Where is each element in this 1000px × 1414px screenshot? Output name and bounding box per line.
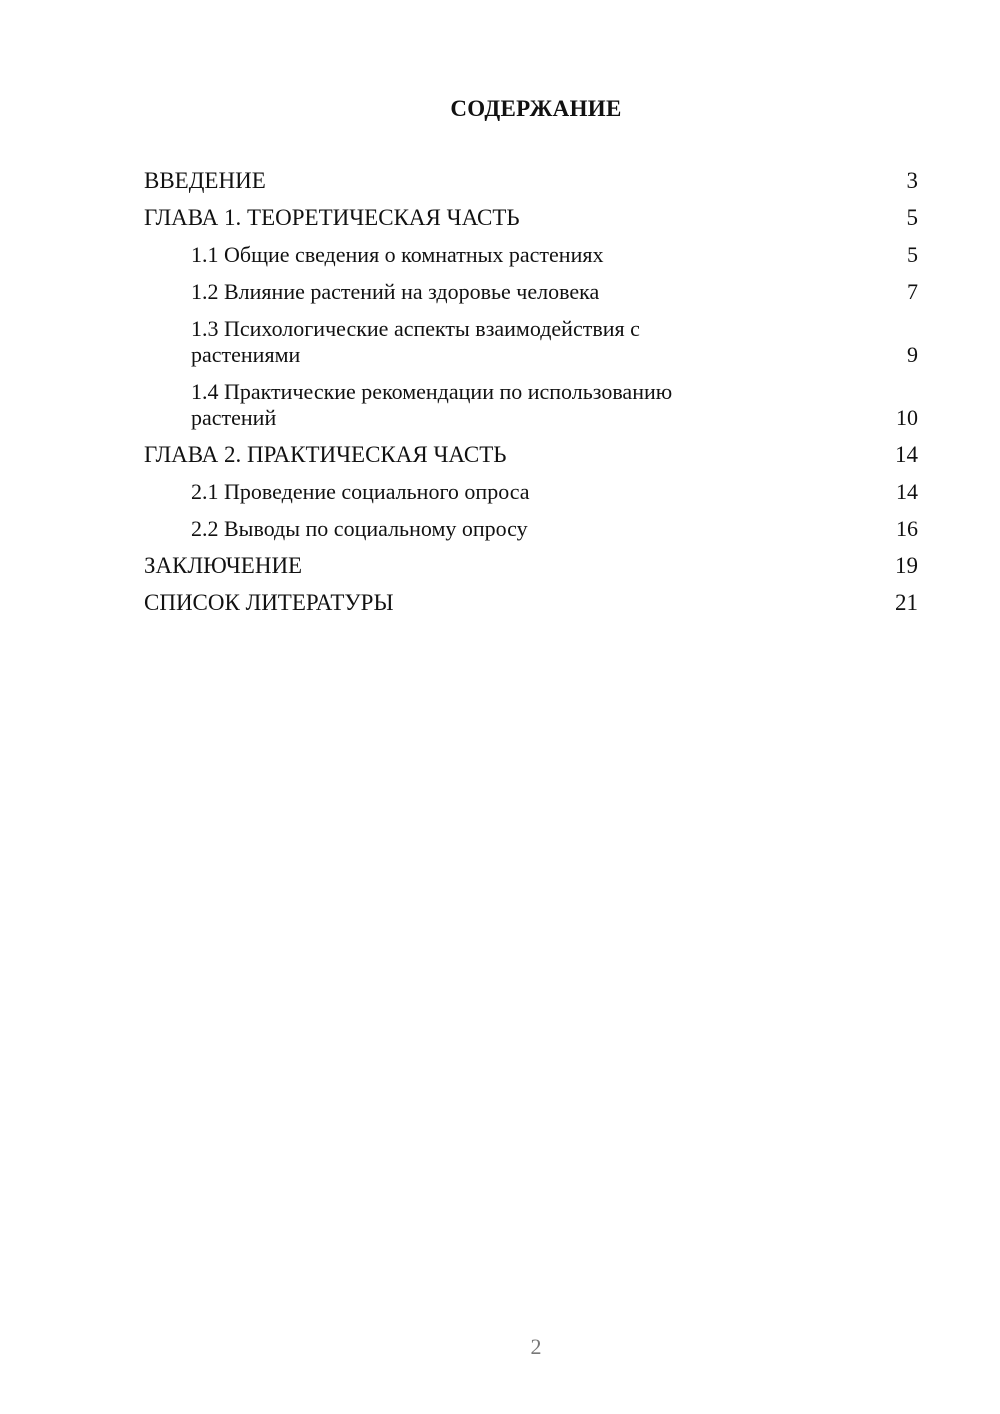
toc-entry-label: СПИСОК ЛИТЕРАТУРЫ [144, 590, 394, 615]
toc-entry-label: 1.3 Психологические аспекты взаимодействия с растениями [191, 316, 640, 367]
toc-entry-page: 21 [895, 590, 918, 615]
page-number: 2 [530, 1334, 542, 1359]
toc-entry-label: ГЛАВА 2. ПРАКТИЧЕСКАЯ ЧАСТЬ [144, 442, 507, 467]
toc-entry-label: 2.1 Проведение социального опроса [191, 479, 530, 504]
toc-entry-label: 1.1 Общие сведения о комнатных растениях [191, 242, 604, 267]
toc-entry-page: 14 [896, 479, 918, 504]
toc-entry-page: 5 [906, 205, 918, 230]
toc-entry-page: 16 [896, 516, 918, 541]
toc-entry-section-1-1[interactable] [144, 242, 918, 268]
toc-entry-label: ВВЕДЕНИЕ [144, 168, 266, 193]
toc-entry-section-2-2[interactable] [144, 516, 918, 542]
toc-entry-page: 19 [895, 553, 918, 578]
toc-entry-section-1-3[interactable] [144, 316, 918, 368]
table-of-contents [144, 168, 918, 627]
toc-entry-label: 1.2 Влияние растений на здоровье человека [191, 279, 600, 304]
toc-entry-section-2-1[interactable] [144, 479, 918, 505]
toc-entry-page: 3 [906, 168, 918, 193]
toc-entry-page: 5 [907, 242, 918, 267]
toc-title: СОДЕРЖАНИЕ [450, 96, 622, 121]
toc-entry-page: 14 [895, 442, 918, 467]
toc-entry-page: 9 [907, 342, 918, 367]
toc-entry-page: 7 [907, 279, 918, 304]
toc-entry-page: 10 [896, 405, 918, 430]
toc-entry-label: ГЛАВА 1. ТЕОРЕТИЧЕСКАЯ ЧАСТЬ [144, 205, 520, 230]
toc-entry-section-1-2[interactable] [144, 279, 918, 305]
toc-entry-label: 1.4 Практические рекомендации по использованию растений [191, 379, 673, 430]
toc-entry-conclusion[interactable] [144, 553, 918, 579]
toc-entry-references[interactable] [144, 590, 918, 616]
toc-entry-section-1-4[interactable] [144, 379, 918, 431]
toc-entry-label: 2.2 Выводы по социальному опросу [191, 516, 528, 541]
toc-entry-label: ЗАКЛЮЧЕНИЕ [144, 553, 303, 578]
toc-entry-introduction[interactable] [144, 168, 918, 194]
toc-entry-chapter-1[interactable] [144, 205, 918, 231]
toc-entry-chapter-2[interactable] [144, 442, 918, 468]
